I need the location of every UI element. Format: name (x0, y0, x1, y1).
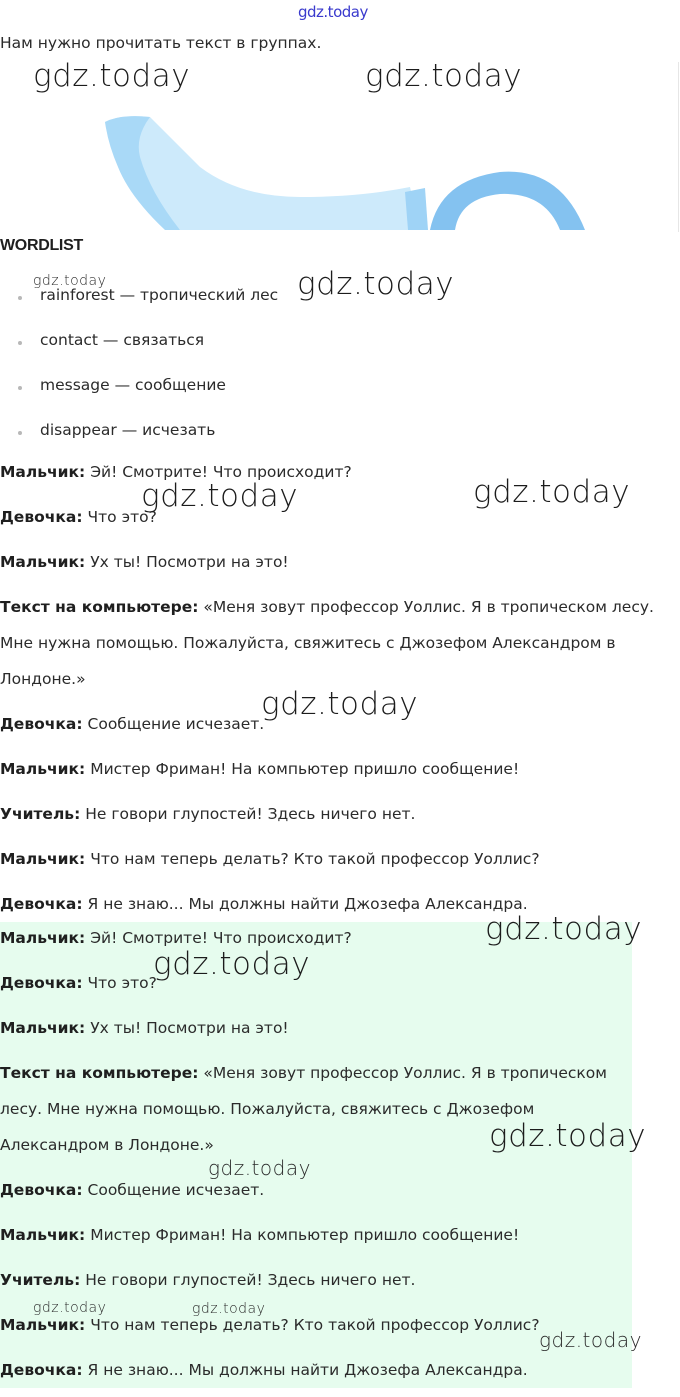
watermark: gdz.today (539, 1328, 642, 1352)
speaker: Текст на компьютере: (0, 1064, 199, 1082)
speaker: Мальчик: (0, 463, 86, 481)
watermark: gdz.today (33, 58, 191, 94)
watermark: gdz.today (489, 1118, 647, 1154)
line-text: Сообщение исчезает. (82, 1181, 265, 1199)
line-text: Эй! Смотрите! Что происходит? (85, 929, 352, 947)
dialogue-line (0, 841, 680, 877)
bullet-icon (18, 431, 22, 435)
speaker: Мальчик: (0, 553, 86, 571)
speaker: Мальчик: (0, 1316, 86, 1334)
line-text: Что это? (82, 508, 157, 526)
dialogue-line (0, 1217, 615, 1253)
line-text: Мистер Фриман! На компьютер пришло сообщение! (85, 1226, 520, 1244)
bullet-icon (18, 386, 22, 390)
watermark: gdz.today (208, 1156, 311, 1180)
line-text: Что это? (82, 974, 157, 992)
wordlist-title: WORDLIST (0, 237, 83, 254)
line-text: Сообщение исчезает. (82, 715, 265, 733)
watermark: gdz.today (473, 474, 631, 510)
speaker: Мальчик: (0, 929, 86, 947)
speaker: Девочка: (0, 895, 83, 913)
watermark: gdz.today (33, 273, 107, 289)
dialogue-line (0, 1262, 615, 1298)
line-text: Я не знаю... Мы должны найти Джозефа Александра. (82, 895, 528, 913)
wordlist (18, 286, 278, 466)
watermark: gdz.today (153, 946, 311, 982)
list-item (18, 331, 278, 376)
watermark: gdz.today (192, 1301, 266, 1317)
speaker: Девочка: (0, 974, 83, 992)
dialogue-line (0, 1352, 615, 1388)
line-text: «Меня зовут профессор Уоллис. Я в тропическом лесу. Мне нужна помощью. Пожалуйста, свяжитесь с Джозефом Александром в Лондоне.» (0, 1064, 607, 1154)
speaker: Девочка: (0, 1181, 83, 1199)
line-text: «Меня зовут профессор Уоллис. Я в тропическом лесу. Мне нужна помощью. Пожалуйста, свяжитесь с Джозефом Александром в Лондоне.» (0, 598, 654, 688)
wordlist-item: contact — связаться (40, 331, 205, 349)
watermark: gdz.today (33, 1300, 107, 1316)
header-watermark: gdz.today (298, 3, 368, 21)
dialogue-line (0, 751, 680, 787)
list-item (18, 376, 278, 421)
speaker: Мальчик: (0, 760, 86, 778)
wordlist-item: message — сообщение (40, 376, 226, 394)
watermark: gdz.today (141, 478, 299, 514)
speaker: Девочка: (0, 715, 83, 733)
speaker: Учитель: (0, 1271, 81, 1289)
dialogue-line (0, 1010, 615, 1046)
line-text: Ух ты! Посмотри на это! (85, 1019, 289, 1037)
speaker: Девочка: (0, 508, 83, 526)
line-text: Я не знаю... Мы должны найти Джозефа Александра. (82, 1361, 528, 1379)
line-text: Что нам теперь делать? Кто такой профессор Уоллис? (85, 850, 540, 868)
divider-line (678, 62, 679, 232)
dialogue-line (0, 796, 680, 832)
watermark: gdz.today (297, 266, 455, 302)
line-text: Мистер Фриман! На компьютер пришло сообщение! (85, 760, 520, 778)
watermark: gdz.today (485, 911, 643, 947)
speaker: Учитель: (0, 805, 81, 823)
dialogue-line (0, 544, 680, 580)
line-text: Не говори глупостей! Здесь ничего нет. (80, 1271, 416, 1289)
line-text: Эй! Смотрите! Что происходит? (85, 463, 352, 481)
wordlist-item: rainforest — тропический лес (40, 286, 279, 304)
bullet-icon (18, 341, 22, 345)
line-text: Ух ты! Посмотри на это! (85, 553, 289, 571)
wordlist-item: disappear — исчезать (40, 421, 216, 439)
watermark: gdz.today (261, 686, 419, 722)
line-text: Что нам теперь делать? Кто такой профессор Уоллис? (85, 1316, 540, 1334)
line-text: Не говори глупостей! Здесь ничего нет. (80, 805, 416, 823)
bullet-icon (18, 296, 22, 300)
list-item (18, 286, 278, 331)
speaker: Мальчик: (0, 1019, 86, 1037)
dialogue-line (0, 589, 680, 697)
speaker: Текст на компьютере: (0, 598, 199, 616)
speaker: Девочка: (0, 1361, 83, 1379)
intro-text: Нам нужно прочитать текст в группах. (0, 34, 322, 52)
speaker: Мальчик: (0, 1226, 86, 1244)
watermark: gdz.today (365, 58, 523, 94)
speaker: Мальчик: (0, 850, 86, 868)
